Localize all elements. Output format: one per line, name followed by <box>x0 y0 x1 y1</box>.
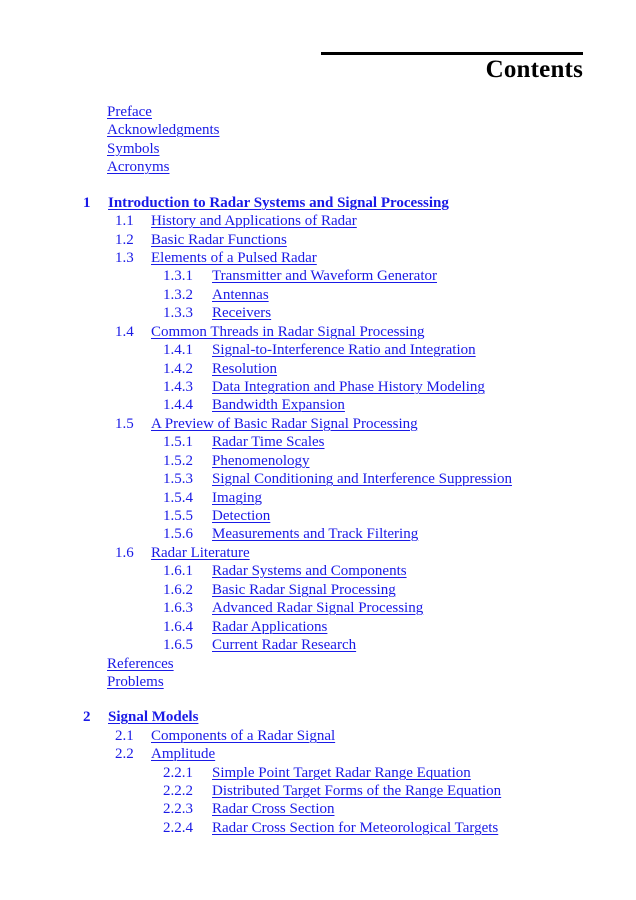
toc-link-subsection[interactable]: 2.2.4 Radar Cross Section for Meteorological Targets <box>163 820 499 836</box>
toc-link-subsection[interactable]: 1.3.2 Antennas <box>163 287 269 303</box>
toc-link-subsection[interactable]: 1.5.1 Radar Time Scales <box>163 434 325 450</box>
toc-link-references[interactable]: References <box>107 656 174 672</box>
toc-link-acknowledgments[interactable]: Acknowledgments <box>107 122 220 138</box>
toc-link-subsection[interactable]: 2.2.2 Distributed Target Forms of the Range Equation <box>163 783 502 799</box>
toc-link-subsection[interactable]: 1.4.2 Resolution <box>163 361 278 377</box>
toc-link-section[interactable]: 1.6 Radar Literature <box>115 545 250 561</box>
page-title: Contents <box>485 56 583 83</box>
toc-link-section[interactable]: 1.4 Common Threads in Radar Signal Processing <box>115 324 425 340</box>
title-rule <box>321 52 583 55</box>
toc-link-subsection[interactable]: 1.4.4 Bandwidth Expansion <box>163 397 345 413</box>
toc-link-chapter-1[interactable]: 1 Introduction to Radar Systems and Signal Processing <box>83 195 449 211</box>
toc-link-subsection[interactable]: 1.5.3 Signal Conditioning and Interference Suppression <box>163 471 512 487</box>
toc-link-subsection[interactable]: 1.6.5 Current Radar Research <box>163 637 357 653</box>
toc-link-subsection[interactable]: 1.5.5 Detection <box>163 508 271 524</box>
toc-link-subsection[interactable]: 1.6.1 Radar Systems and Components <box>163 563 407 579</box>
toc-link-section[interactable]: 1.3 Elements of a Pulsed Radar <box>115 250 317 266</box>
toc-link-chapter-2[interactable]: 2 Signal Models <box>83 709 199 725</box>
toc-link-subsection[interactable]: 1.6.2 Basic Radar Signal Processing <box>163 582 396 598</box>
toc-link-acronyms[interactable]: Acronyms <box>107 159 170 175</box>
toc-link-subsection[interactable]: 1.5.4 Imaging <box>163 490 262 506</box>
toc-link-subsection[interactable]: 1.5.6 Measurements and Track Filtering <box>163 526 419 542</box>
toc-link-problems[interactable]: Problems <box>107 674 164 690</box>
toc-link-subsection[interactable]: 1.5.2 Phenomenology <box>163 453 310 469</box>
toc-link-section[interactable]: 1.2 Basic Radar Functions <box>115 232 287 248</box>
toc-link-subsection[interactable]: 1.3.1 Transmitter and Waveform Generator <box>163 268 437 284</box>
toc-link-subsection[interactable]: 1.3.3 Receivers <box>163 305 272 321</box>
toc-link-symbols[interactable]: Symbols <box>107 141 160 157</box>
toc-link-section[interactable]: 1.1 History and Applications of Radar <box>115 213 357 229</box>
toc-link-subsection[interactable]: 2.2.3 Radar Cross Section <box>163 801 335 817</box>
toc-link-section[interactable]: 2.1 Components of a Radar Signal <box>115 728 336 744</box>
toc-link-subsection[interactable]: 1.4.3 Data Integration and Phase History Modeling <box>163 379 485 395</box>
toc-link-preface[interactable]: Preface <box>107 104 152 120</box>
toc-link-subsection[interactable]: 1.4.1 Signal-to-Interference Ratio and Integration <box>163 342 476 358</box>
toc-link-section[interactable]: 1.5 A Preview of Basic Radar Signal Processing <box>115 416 418 432</box>
toc-link-section[interactable]: 2.2 Amplitude <box>115 746 216 762</box>
toc-link-subsection[interactable]: 2.2.1 Simple Point Target Radar Range Equation <box>163 765 471 781</box>
toc-link-subsection[interactable]: 1.6.4 Radar Applications <box>163 619 328 635</box>
toc-link-subsection[interactable]: 1.6.3 Advanced Radar Signal Processing <box>163 600 424 616</box>
